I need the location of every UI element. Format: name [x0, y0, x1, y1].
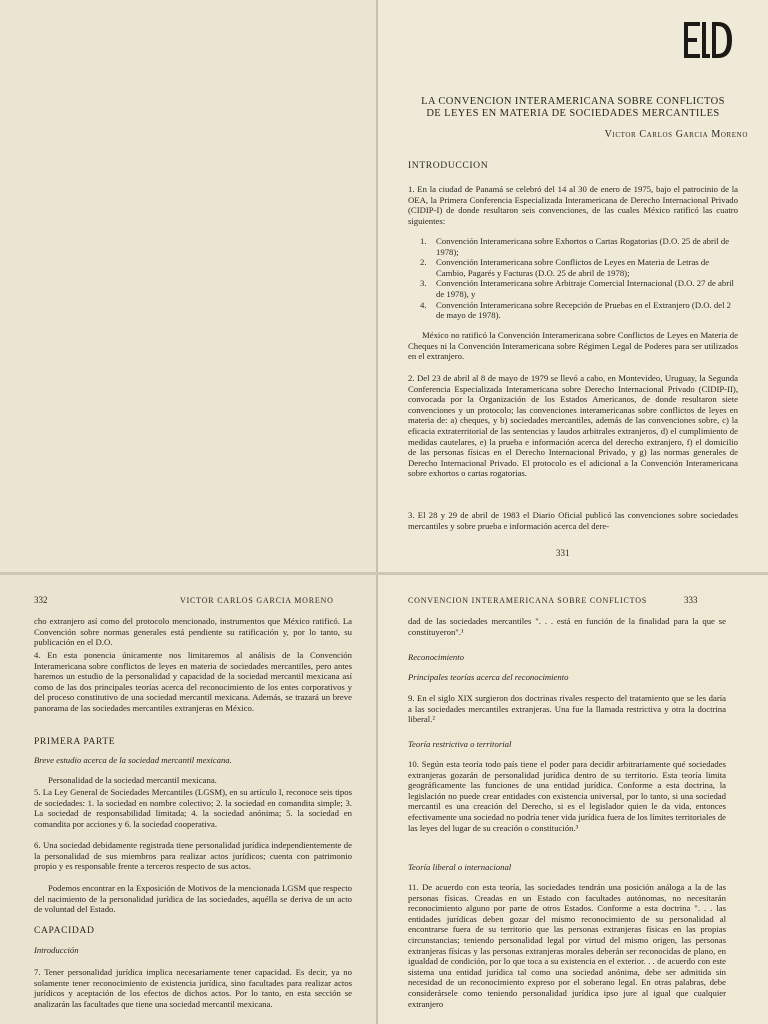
- paragraph-2: México no ratificó la Convención Interamericana sobre Conflictos de Leyes en Materia de Cheques ni la Convención Interamericana sobre Régimen Legal de Poderes para ser utilizados en el extranjero.: [408, 330, 738, 362]
- subheading-teoria-restrictiva: Teoría restrictiva o territorial: [408, 739, 512, 749]
- paragraph-6: Podemos encontrar en la Exposición de Motivos de la mencionada LGSM que respecto del nacimiento de la personalidad jurídica de las sociedades, aquélla se deriva de un acto de voluntad del Estado.: [34, 883, 352, 915]
- paragraph-4: 11. De acuerdo con esta teoría, las sociedades tendrán una posición análoga a la de las personas físicas. Creadas en un Estado con facultades autónomas, no necesitarán reconocimiento alguno por parte de otros Estados. Conforme a esta doctrina ". . . las entidades jurídicas deben gozar del mismo reconocimiento de su personalidad al encontrarse fuera de su territorio que las personas extranjeras físicas en las propias circunstancias; teniendo personalidad legal por virtud del mismo origen, las personas extranjeras físicas y las personas extranjeras morales deberán ser reconocidas de plano, en igualdad de condición, por lo que toca a su existencia en el exterior. . . de acuerdo con este sistema una entidad jurídica tal como una sociedad anónima, debe ser admitida sin necesidad de un reconocimiento expreso por el soberano legal. En otras palabras, debe considerársele como teniendo personalidad jurídica ipso jure al igual que cualquier extranjero: [408, 882, 726, 1009]
- section-capacidad: CAPACIDAD: [34, 925, 95, 936]
- subheading-introduccion: Introducción: [34, 945, 79, 955]
- title-line-1: LA CONVENCION INTERAMERICANA SOBRE CONFLICTOS: [421, 96, 725, 107]
- eld-logo-icon: [682, 20, 734, 60]
- subheading-principales-teorias: Principales teorías acerca del reconocimiento: [408, 672, 569, 682]
- page-number: 332: [34, 595, 48, 605]
- list-item: 3. Convención Interamericana sobre Arbitraje Comercial Internacional (D.O. 27 de abril de 1978), y: [420, 278, 734, 299]
- paragraph-1: 1. En la ciudad de Panamá se celebró del 14 al 30 de enero de 1975, bajo el patrocinio de la OEA, la Primera Conferencia Especializada Interamericana de Derecho Internacional Privado (CIDIP-I) de donde resultaron seis convenciones, de las cuales México ratificó las cuatro siguientes:: [408, 184, 738, 226]
- running-head: CONVENCION INTERAMERICANA SOBRE CONFLICTOS: [408, 596, 648, 605]
- convention-list: [420, 236, 738, 321]
- page-number: 333: [684, 595, 698, 605]
- paragraph-3: 10. Según esta teoría todo país tiene el poder para decidir arbitrariamente qué sociedades extranjeras gozarán de personalidad jurídica dentro de su territorio. Esta teoría limita geográficamente las funciones de una entidad jurídica. Conforme a esta doctrina, la legislación no puede crear entidades con existencia universal, por lo tanto, si una sociedad mercantil es una creación del Derecho, si es el legislador quien le da vida, entonces efectivamente una sociedad no podría tener vida jurídica fuera de los límites territoriales de las leyes del lugar de su creación o constitución.³: [408, 759, 726, 833]
- subheading-breve-estudio: Breve estudio acerca de la sociedad mercantil mexicana.: [34, 755, 232, 765]
- paragraph-4: 3. El 28 y 29 de abril de 1983 el Diario Oficial publicó las convenciones sobre sociedades mercantiles y sobre prueba e información acerca del dere-: [408, 510, 738, 531]
- list-item: 1. Convención Interamericana sobre Exhortos o Cartas Rogatorias (D.O. 25 de abril de 1978);: [420, 236, 730, 257]
- running-head: VICTOR CARLOS GARCIA MORENO: [180, 596, 334, 605]
- page-number: 331: [556, 548, 570, 558]
- subheading-teoria-liberal: Teoría liberal o internacional: [408, 862, 512, 872]
- article-title: [378, 96, 768, 120]
- list-item: 4. Convención Interamericana sobre Recepción de Pruebas en el Extranjero (D.O. del 2 de mayo de 1978).: [420, 299, 732, 321]
- blank-page-top-left: [0, 0, 376, 572]
- page-331: [378, 0, 768, 572]
- paragraph-3: 2. Del 23 de abril al 8 de mayo de 1979 se llevó a cabo, en Montevideo, Uruguay, la Segunda Conferencia Especializada Interamericana sobre Derecho Internacional Privado (CIDIP-II), convocada por la Organización de los Estados Americanos, de donde resultaron siete convenciones y un protocolo; las convenciones interamericanas sobre conflictos de leyes en materia de: a) cheques, y b) sociedades mercantiles, además de las convenciones sobre, c) la eficacia extraterritorial de las sentencias y laudos arbitrales extranjeros, d) el cumplimiento de medidas cautelares, e) la prueba e información acerca del derecho extranjero, f) el domicilio de las personas físicas en el Derecho Internacional Privado, y g) las normas generales de Derecho Internacional Privado. El protocolo es el adicional a la Convención Interamericana sobre exhortos o cartas rogatorias.: [408, 373, 738, 479]
- section-introduccion: INTRODUCCION: [408, 160, 489, 171]
- paragraph-1: cho extranjero así como del protocolo mencionado, instrumentos que México ratificó. La Convención sobre normas generales está pendiente su ratificación y, por lo tanto, su publicación en el D.O.: [34, 616, 352, 648]
- section-primera-parte: PRIMERA PARTE: [34, 736, 116, 747]
- page-333: [378, 575, 768, 1024]
- paragraph-3: Personalidad de la sociedad mercantil mexicana.: [48, 775, 217, 785]
- paragraph-2: 9. En el siglo XIX surgieron dos doctrinas rivales respecto del tratamiento que se les daría a las sociedades mercantiles extranjeras. Una fue la llamada restrictiva y otra la doctrina liberal.²: [408, 693, 726, 725]
- list-item: 2. Convención Interamericana sobre Conflictos de Leyes en Materia de Letras de Cambio, Pagarés y Facturas (D.O. 25 de abril de 1978);: [420, 257, 710, 278]
- title-line-2: DE LEYES EN MATERIA DE SOCIEDADES MERCANTILES: [426, 108, 720, 119]
- author-name: Victor Carlos Garcia Moreno: [604, 129, 748, 140]
- paragraph-2: 4. En esta ponencia únicamente nos limitaremos al análisis de la Convención Interamericana sobre conflictos de leyes en materia de sociedades mercantiles, pero antes haremos un estudio de la personalidad y capacidad de la sociedad mercantil mexicana así como de las dos principales teorías acerca del reconocimiento de los entes corporativos y del proceso constitutivo de una sociedad mercantil mexicana. Además, se trazará un breve panorama de las sociedades mercantiles extranjeras en México.: [34, 650, 352, 713]
- paragraph-5: 6. Una sociedad debidamente registrada tiene personalidad jurídica independientemente de la personalidad de sus miembros para realizar actos jurídicos; cuenta con patrimonio propio y es responsable frente a terceros respecto de sus actos.: [34, 840, 352, 872]
- paragraph-4: 5. La Ley General de Sociedades Mercantiles (LGSM), en su artículo I, reconoce seis tipos de sociedades: 1. la sociedad en nombre colectivo; 2. la sociedad en comandita simple; 3. La sociedad de responsabilidad limitada; 4. la sociedad anónima; 5. la sociedad en comandita por acciones y 6. la sociedad cooperativa.: [34, 787, 352, 829]
- paragraph-1: dad de las sociedades mercantiles ". . . está en función de la finalidad para la que se constituyeron".¹: [408, 616, 726, 637]
- page-332: [0, 575, 376, 1024]
- paragraph-7: 7. Tener personalidad jurídica implica necesariamente tener capacidad. Es decir, ya no solamente tener reconocimiento de existencia jurídica, sino facultades para realizar actos jurídicos y aceptación de los efectos de dichos actos. Por lo tanto, en esta sección se analizarán las facultades que tiene una sociedad mercantil mexicana.: [34, 967, 352, 1009]
- subheading-reconocimiento: Reconocimiento: [408, 652, 464, 662]
